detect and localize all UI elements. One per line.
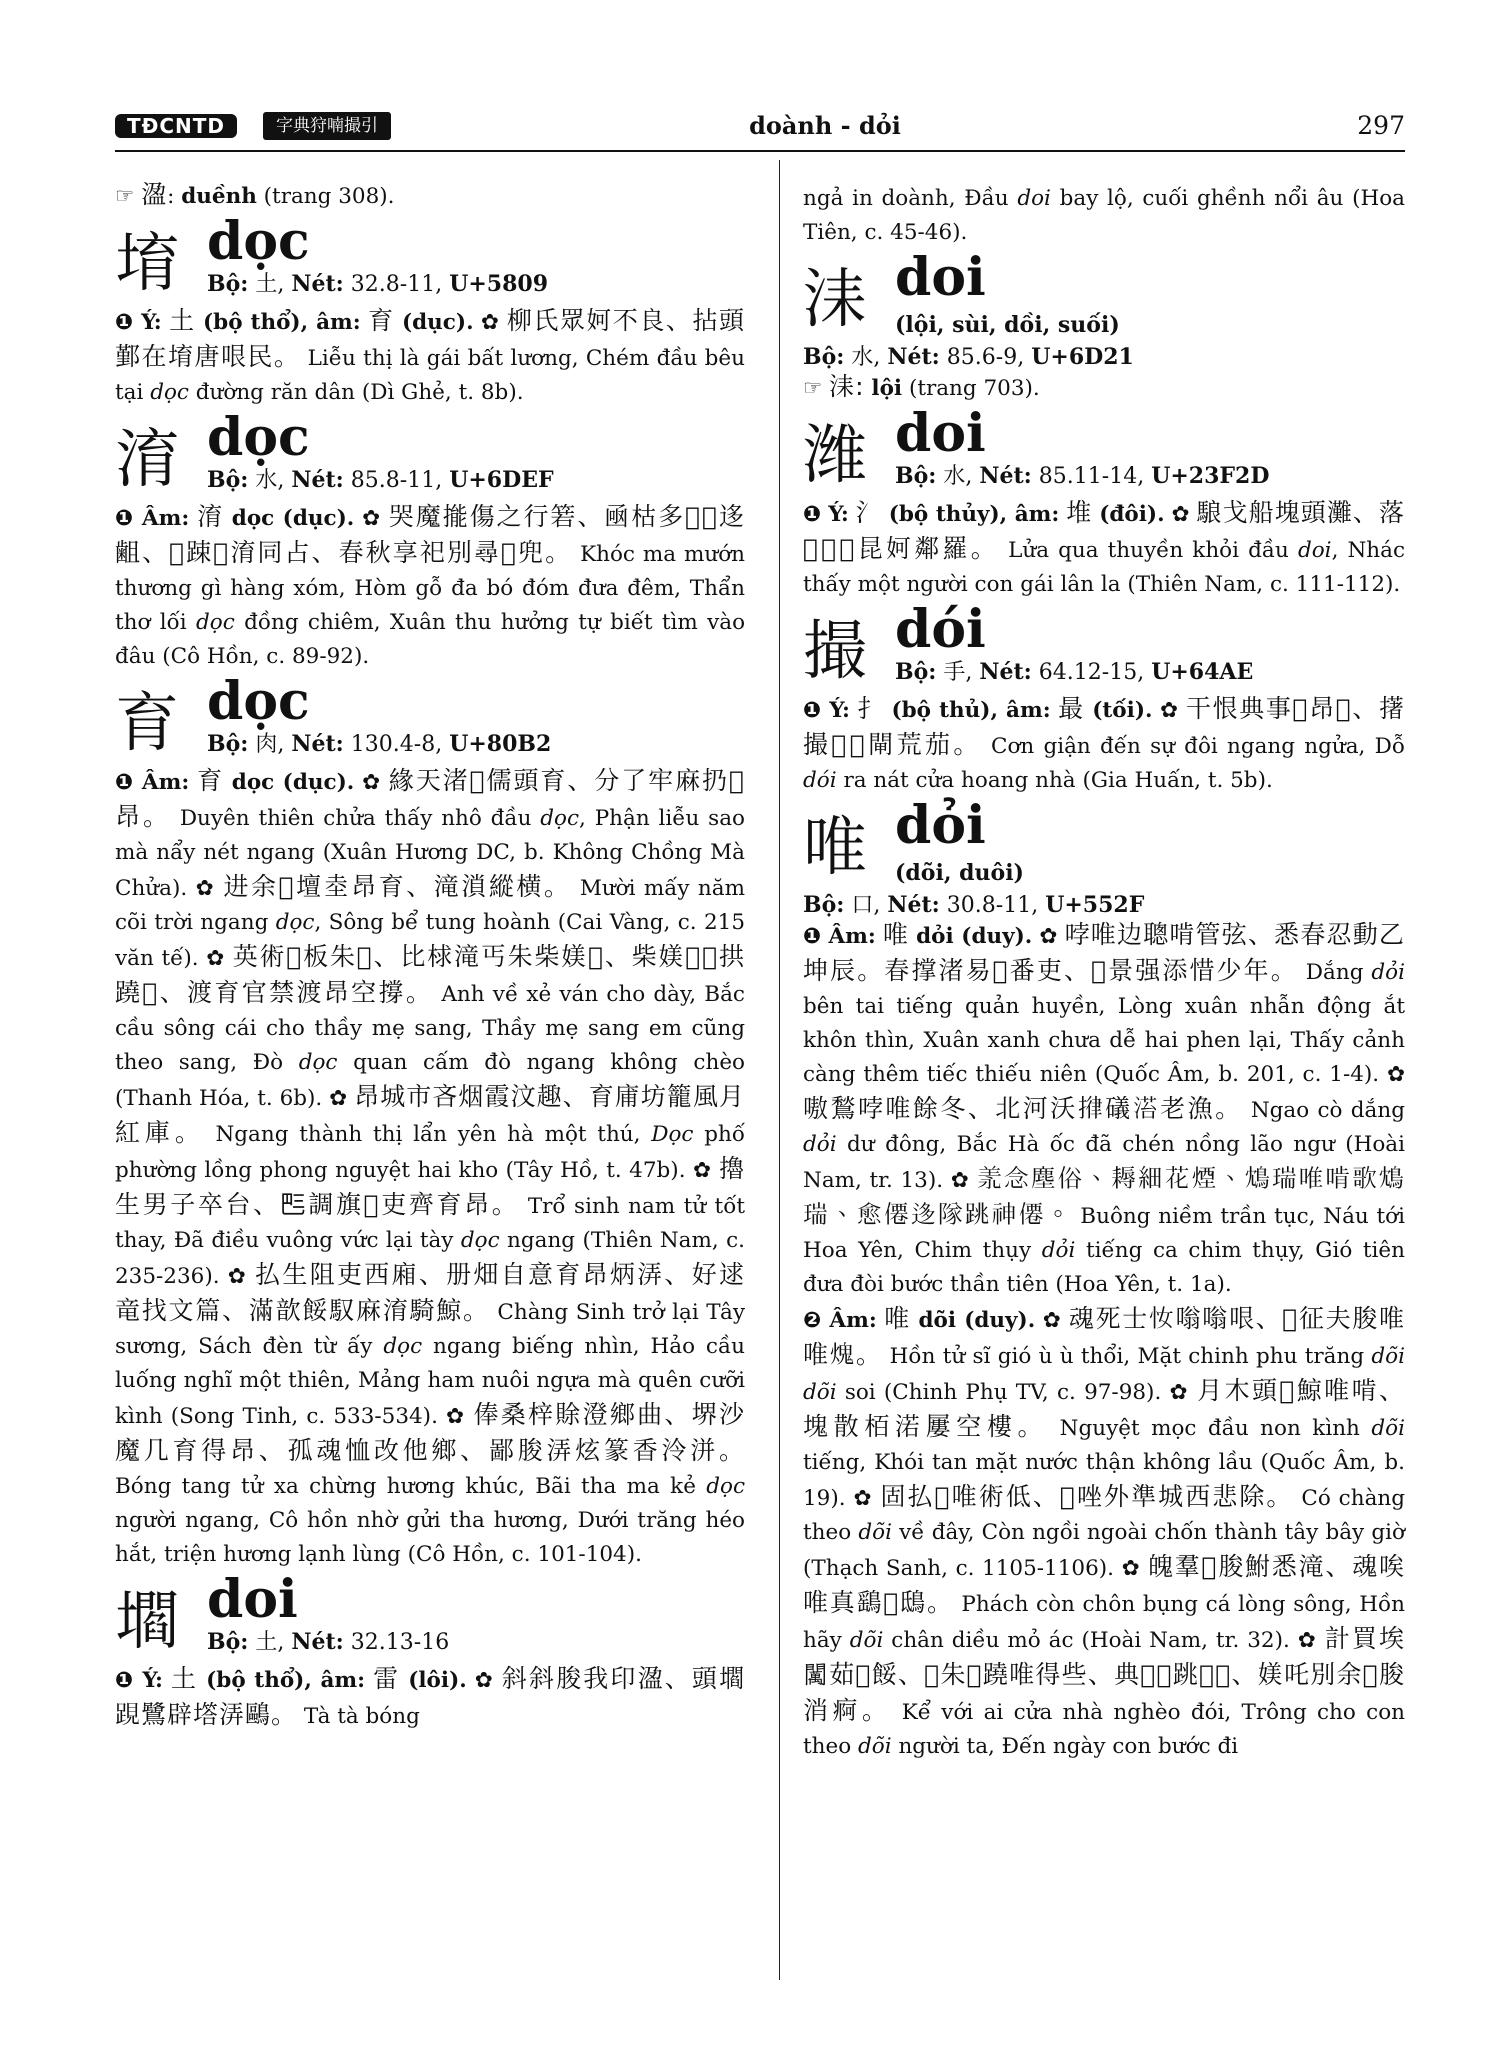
entry-hanzi: 堉: [115, 227, 179, 301]
entry-head-doc-3: [115, 671, 745, 764]
header-rule: [115, 150, 1405, 152]
entry-headword: dói: [895, 599, 986, 660]
radical-line: Bộ: 口, Nét: 30.8-11, U+552F: [803, 892, 1145, 918]
radical-line: Bộ: 手, Nét: 64.12-15, U+64AE: [895, 659, 1254, 685]
entry-headword: dọc: [207, 211, 310, 272]
entry-hanzi: 淯: [115, 423, 179, 497]
entry-head-doi-4: [803, 599, 1405, 692]
sense-1: ❶ Ý: 土 (bộ thổ), âm: 雷 (lôi). ✿ 斜斜朘我印溋、頭壛𨁍鷺辟㙮㳥鷗。 Tà tà bóng: [115, 1664, 745, 1729]
entry-head-doi-5: [803, 795, 1405, 918]
entry-hanzi: 撮: [803, 615, 867, 689]
page-header: [115, 110, 1405, 156]
dictionary-badge: TĐCNTD: [115, 114, 237, 138]
sense-1: ❶ Ý: 氵 (bộ thủy), âm: 堆 (đôi). ✿ 駺戈船塊頭灘、落𧡊𠊛𠃣昆妸鄰羅。 Lửa qua thuyền khỏi đầu doi, Nhác thấy một người con gái lân la (Thiên Nam, c. 111-112).: [803, 498, 1406, 597]
entry-headword: doi: [895, 247, 986, 308]
radical-line: Bộ: 土, Nét: 32.8-11, U+5809: [207, 271, 549, 297]
entry-head-doi-2: [803, 247, 1405, 370]
entry-hanzi: 育: [115, 687, 179, 761]
entry-headword: dỏi: [895, 795, 986, 856]
radical-line: Bộ: 水, Nét: 85.8-11, U+6DEF: [207, 467, 554, 493]
cross-reference: ☞ 溋: duềnh (trang 308).: [115, 180, 395, 209]
alt-readings: (dõi, duôi): [895, 860, 1024, 886]
running-head: doành - dỏi: [749, 111, 901, 140]
sense-1: ❶ Âm: 育 dọc (dục). ✿ 緣天渚𧡊儒頭育、分了牢麻扔𣹓昂。 Duyên thiên chửa thấy nhô đầu dọc, Phận liễu sao mà nẩy nét ngang (Xuân Hương DC, b. Không Chồng Mà Chửa). ✿ 进余𢆥壇坴昂育、滝溑縱横。 Mười mấy năm cõi trời ngang dọc, Sông bể tung hoành (Cai Vàng, c. 215 văn tế). ✿ 英術𨨧板朱𢁑、比梂滝丐朱柴媄𨔈、柴媄𨔈𡢐拱蹺𨔈、渡育官禁渡昂空撐。 Anh về xẻ ván cho dày, Bắc cầu sông cái cho thầy mẹ sang, Thầy mẹ sang em cũng theo sang, Đò dọc quan cấm đò ngang không chèo (Thanh Hóa, t. 6b). ✿ 昂城市吝烟霞汶趣、育庯坊籠風月紅庫。 Ngang thành thị lẩn yên hà một thú, Dọc phố phường lồng phong nguyệt hai kho (Tây Hồ, t. 47b). ✿ 擼生男子卒台、𠀧調旗𢜠吏齊育昂。 Trổ sinh nam tử tốt thay, Đã điều vuông vức lại tày dọc ngang (Thiên Nam, c. 235-236). ✿ 払生阻吏西廂、册畑自意育昂炳㳥、好逑竜找文篇、滿歆餒馭麻淯騎鯨。 Chàng Sinh trở lại Tây sương, Sách đèn từ ấy dọc ngang biếng nhìn, Hảo cầu luống nghĩ một thiên, Mảng ham nuôi ngựa mà quên cưỡi kình (Song Tinh, c. 533-534). ✿ 俸桑梓賖澄鄉曲、堺沙魔几育得昂、孤魂恤改他鄉、鄙朘㳥炫篆香泠洴。 Bóng tang tử xa chừng hương khúc, Bãi tha ma kẻ dọc người ngang, Cô hồn nhờ gửi tha hương, Dưới trăng héo hắt, triện hương lạnh lùng (Cô Hồn, c. 101-104).: [115, 766, 746, 1567]
entry-headword: doi: [207, 1569, 298, 1630]
entry-hanzi: 潍: [803, 419, 867, 493]
sense-1: ❶ Âm: 淯 dọc (dục). ✿ 哭魔㨢傷之行箬、凾枯多𢸠𤇮迻𪗱、𠕄踈𨄼淯同占、春秋享祀別尋𩚵兜。 Khóc ma mướn thương gì hàng xóm, Hòm gỗ đa bó đóm đưa đêm, Thẩn thơ lối dọc đồng chiêm, Xuân thu hưởng tự biết tìm vào đâu (Cô Hồn, c. 89-92).: [115, 502, 746, 669]
left-column: [115, 178, 745, 1734]
entry-hanzi: 壛: [115, 1585, 179, 1659]
sense-1: ❶ Ý: 土 (bộ thổ), âm: 育 (dục). ✿ 柳氏眾妸不良、拈頭鄞在堉唐哏民。 Liễu thị là gái bất lương, Chém đầu bêu tại dọc đường răn dân (Dì Ghẻ, t. 8b).: [115, 306, 745, 405]
entry-headword: doi: [895, 403, 986, 464]
entry-hanzi: 唯: [803, 811, 867, 885]
page-number: 297: [1357, 111, 1405, 140]
column-divider: [779, 160, 780, 1980]
continued-text: ngả in doành, Đầu doi bay lộ, cuối ghềnh nổi âu (Hoa Tiên, c. 45-46).: [803, 186, 1405, 245]
sense-1: ❶ Ý: 扌 (bộ thủ), âm: 最 (tối). ✿ 干恨典事𦬑昂𪫺、擆撮𪭙𣹓閘荒茄。 Cơn giận đến sự đôi ngang ngửa, Dỗ dói ra nát cửa hoang nhà (Gia Huấn, t. 5b).: [803, 694, 1405, 793]
radical-line: Bộ: 土, Nét: 32.13-16: [207, 1629, 450, 1655]
entry-headword: dọc: [207, 671, 310, 732]
entry-hanzi: 洡: [803, 263, 867, 337]
han-nom-badge: 字典狩喃撮引: [263, 112, 391, 140]
sense-2: ❷ Âm: 唯 dõi (duy). ✿ 魂死士𢖵嗡嗡哏、𪠞征夫朘唯唯𤌋。 Hồn tử sĩ gió ù ù thổi, Mặt chinh phu trăng dõi dõi soi (Chinh Phụ TV, c. 97-98). ✿ 月木頭𡽫鯨唯啃、塊散栢渃屢空樓。 Nguyệt mọc đầu non kình dõi tiếng, Khói tan mặt nước thận không lầu (Quốc Âm, b. 19). ✿ 固払𤎕唯術低、𢆥唑外準城西悲除。 Có chàng theo dõi về đây, Còn ngồi ngoài chốn thành tây bây giờ (Thạch Sanh, c. 1105-1106). ✿ 魄羣𡑝朘鮒悉滝、魂唉唯真鷂𩿢鴟。 Phách còn chôn bụng cá lòng sông, Hồn hãy dõi chân diều mỏ ác (Hoài Nam, tr. 32). ✿ 計買埃𨷈茹𩟡餒、𩚵朱𡮈蹺唯得些、典𣈗𡮈跳𧺃𨤔、媄吒別余𩛷朘消痾。 Kể với ai cửa nhà nghèo đói, Trông cho con theo dõi người ta, Đến ngày con bước đi: [803, 1304, 1405, 1759]
entry-head-doi-1: [115, 1569, 745, 1662]
alt-readings: (lội, sùi, dồi, suối): [895, 312, 1120, 338]
radical-line: Bộ: 肉, Nét: 130.4-8, U+80B2: [207, 731, 552, 757]
entry-head-doi-3: [803, 403, 1405, 496]
right-column: [803, 182, 1405, 1764]
radical-line: Bộ: 水, Nét: 85.11-14, U+23F2D: [895, 463, 1270, 489]
radical-line: Bộ: 水, Nét: 85.6-9, U+6D21: [803, 344, 1134, 370]
entry-head-doc-2: [115, 407, 745, 500]
sense-1: ❶ Âm: 唯 dỏi (duy). ✿ 哱唯边聰啃管弦、悉春忍動乙坤辰。春撑渚易𧡊番吏、𧡊景强添惜少年。 Dắng dỏi bên tai tiếng quản huyền, Lòng xuân nhẫn động ắt khôn thìn, Xuân xanh chưa dễ hai phen lại, Thấy cảnh càng thêm tiếc thiếu niên (Quốc Âm, b. 201, c. 1-4). ✿ 嗷鶖哱唯餘冬、北河沃𢯰礒𣹓老漁。 Ngao cò dắng dỏi dư đông, Bắc Hà ốc đã chén nồng lão ngư (Hoài Nam, tr. 13). ✿ 𦍛念塵俗、耨細花煙、鴆瑞唯啃歌鴆瑞、愈僊迻隊跳神僊。 Buông niềm trần tục, Náu tới Hoa Yên, Chim thụy dỏi tiếng ca chim thụy, Gió tiên đưa đòi bước thần tiên (Hoa Yên, t. 1a).: [803, 920, 1406, 1297]
entry-head-doc-1: [115, 211, 745, 304]
entry-headword: dọc: [207, 407, 310, 468]
cross-reference: ☞ 洡: lội (trang 703).: [803, 372, 1040, 401]
